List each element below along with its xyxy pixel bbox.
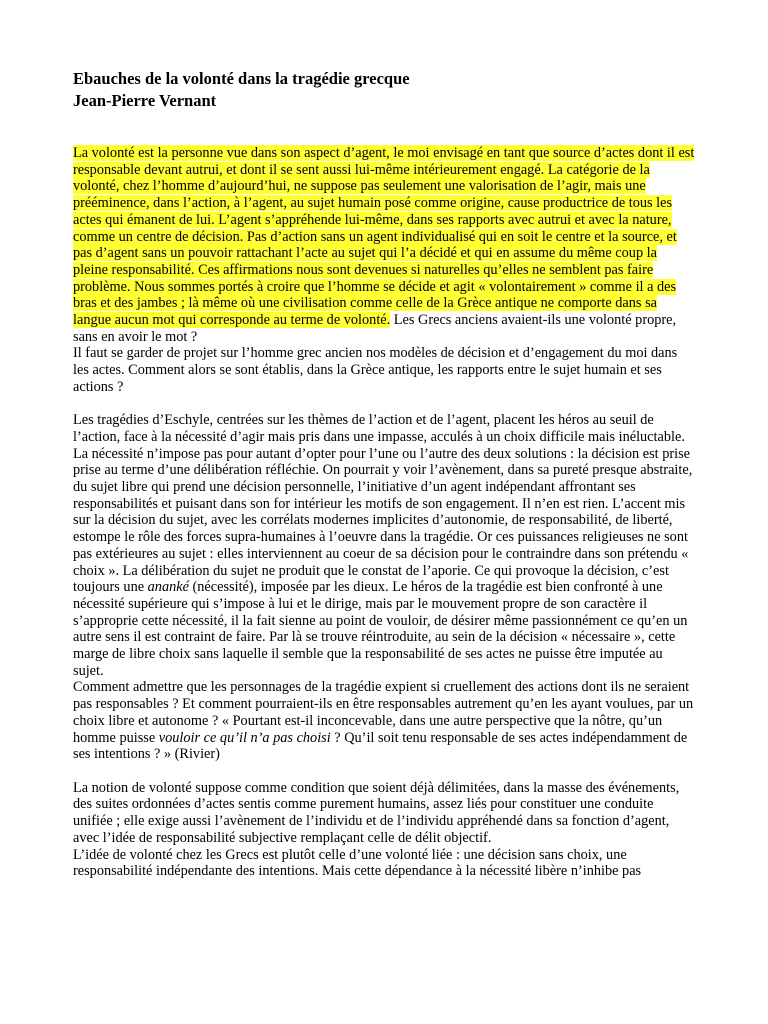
document-content <box>73 68 695 880</box>
paragraph-3-part-b: (nécessité), imposée par les dieux. Le héros de la tragédie est bien confronté à une nécessité supérieure qui s’impose à lui et le dirige, mais par le mouvement propre de son caractère il s’approprie cette nécessité, il la fait sienne au point de vouloir, de désirer même passionnément ce qu’en un autre sens il est contraint de faire. Par là se trouve réintroduite, au sein de la décision « nécessaire », cette marge de libre choix sans laquelle il semble que la responsabilité de ses actes ne puisse être imputée au sujet. <box>73 579 688 679</box>
paragraph-4-part-b: ? Qu’il soit tenu responsable de ses actes indépendamment de ses intentions ? » (Rivier) <box>73 729 688 763</box>
ananke-term: ananké <box>147 579 189 596</box>
paragraph-4 <box>73 679 695 763</box>
document-author: Jean-Pierre Vernant <box>73 91 217 110</box>
paragraph-3-part-a: Les tragédies d’Eschyle, centrées sur les thèmes de l’action et de l’agent, placent les héros au seuil de l’action, face à la nécessité d’agir mais pris dans une impasse, acculés à un choix difficile mais inéluctable. La nécessité n’impose pas pour autant d’opter pour l’une ou l’autre des deux solutions : la décision est prise prise au terme d’une délibération réfléchie. On pourrait y voir l’avènement, dans sa pureté presque abstraite, du sujet libre qui prend une décision personnelle, l’initiative d’un agent indépendant affrontant ses responsabilités et puisant dans son for intérieur les motifs de son engagement. Il n’en est rien. L’accent mis sur la décision du sujet, avec les corrélats modernes implicites d’autonomie, de responsabilité, de liberté, estompe le rôle des forces supra-humaines à l’oeuvre dans la tragédie. Or ces puissances religieuses ne sont pas extérieures au sujet : elles interviennent au coeur de sa décision pour le contraindre dans son prétendu « choix ». La délibération du sujet ne produit que le constat de l’aporie. Ce qui provoque la décision, c’est toujours une <box>73 412 693 596</box>
paragraph-1 <box>73 145 695 345</box>
paragraph-3 <box>73 412 695 679</box>
paragraph-4-part-a: Comment admettre que les personnages de la tragédie expient si cruellement des actions dont ils ne seraient pas responsables ? Et comment pourraient-ils en être responsables autrement qu’en les ayant voulues, par un choix libre et autonome ? « Pourtant est-il inconcevable, dans une autre perspective que la nôtre, qu’un homme puisse <box>73 679 694 746</box>
highlighted-passage[interactable]: La volonté est la personne vue dans son aspect d’agent, le moi envisagé en tant que source d’actes dont il est responsable devant autrui, et dont il se sent aussi lui-même intérieurement engagé. La catégorie de la volonté, chez l’homme d’aujourd’hui, ne suppose pas seulement une valorisation de l’agir, mais une prééminence, dans l’action, à l’agent, au sujet humain posé comme origine, cause productrice de tous les actes qui émanent de lui. L’agent s’appréhende lui-même, dans ses rapports avec autrui et avec la nature, comme un centre de décision. Pas d’action sans un agent individualisé qui en soit le centre et la source, et pas d’agent sans un pouvoir rattachant l’acte au sujet qui l’a décidé et qui en assume du même coup la pleine responsabilité. Ces affirmations nous sont devenues si naturelles qu’elles ne semblent pas faire problème. Nous sommes portés à croire que l’homme se décide et agit « volontairement » comme il a des bras et des jambes ; là même où une civilisation comme celle de la Grèce antique ne comporte dans sa langue aucun mot qui corresponde au terme de volonté. <box>73 145 695 329</box>
paragraph-5: La notion de volonté suppose comme condition que soient déjà délimitées, dans la masse des événements, des suites ordonnées d’actes sentis comme purement humains, assez liés pour constituer une conduite unifiée ; elle exige aussi l’avènement de l’individu et de l’individu appréhendé dans sa fonction d’agent, avec l’idée de responsabilité subjective remplaçant celle de délit objectif. <box>73 779 680 846</box>
paragraph-2: Il faut se garder de projet sur l’homme grec ancien nos modèles de décision et d’engagement du moi dans les actes. Comment alors se sont établis, dans la Grèce antique, les rapports entre le sujet humain et ses actions ? <box>73 345 678 395</box>
quote-italic: vouloir ce qu’il n’a pas choisi <box>158 729 331 746</box>
paragraph-6: L’idée de volonté chez les Grecs est plutôt celle d’une volonté liée : une décision sans choix, une responsabilité indépendante des intentions. Mais cette dépendance à la nécessité libère n’inhibe pas <box>73 846 642 880</box>
document-title: Ebauches de la volonté dans la tragédie grecque <box>73 69 410 88</box>
paragraph-1-rest: Les Grecs anciens avaient-ils une volonté propre, sans en avoir le mot ? <box>73 312 677 345</box>
